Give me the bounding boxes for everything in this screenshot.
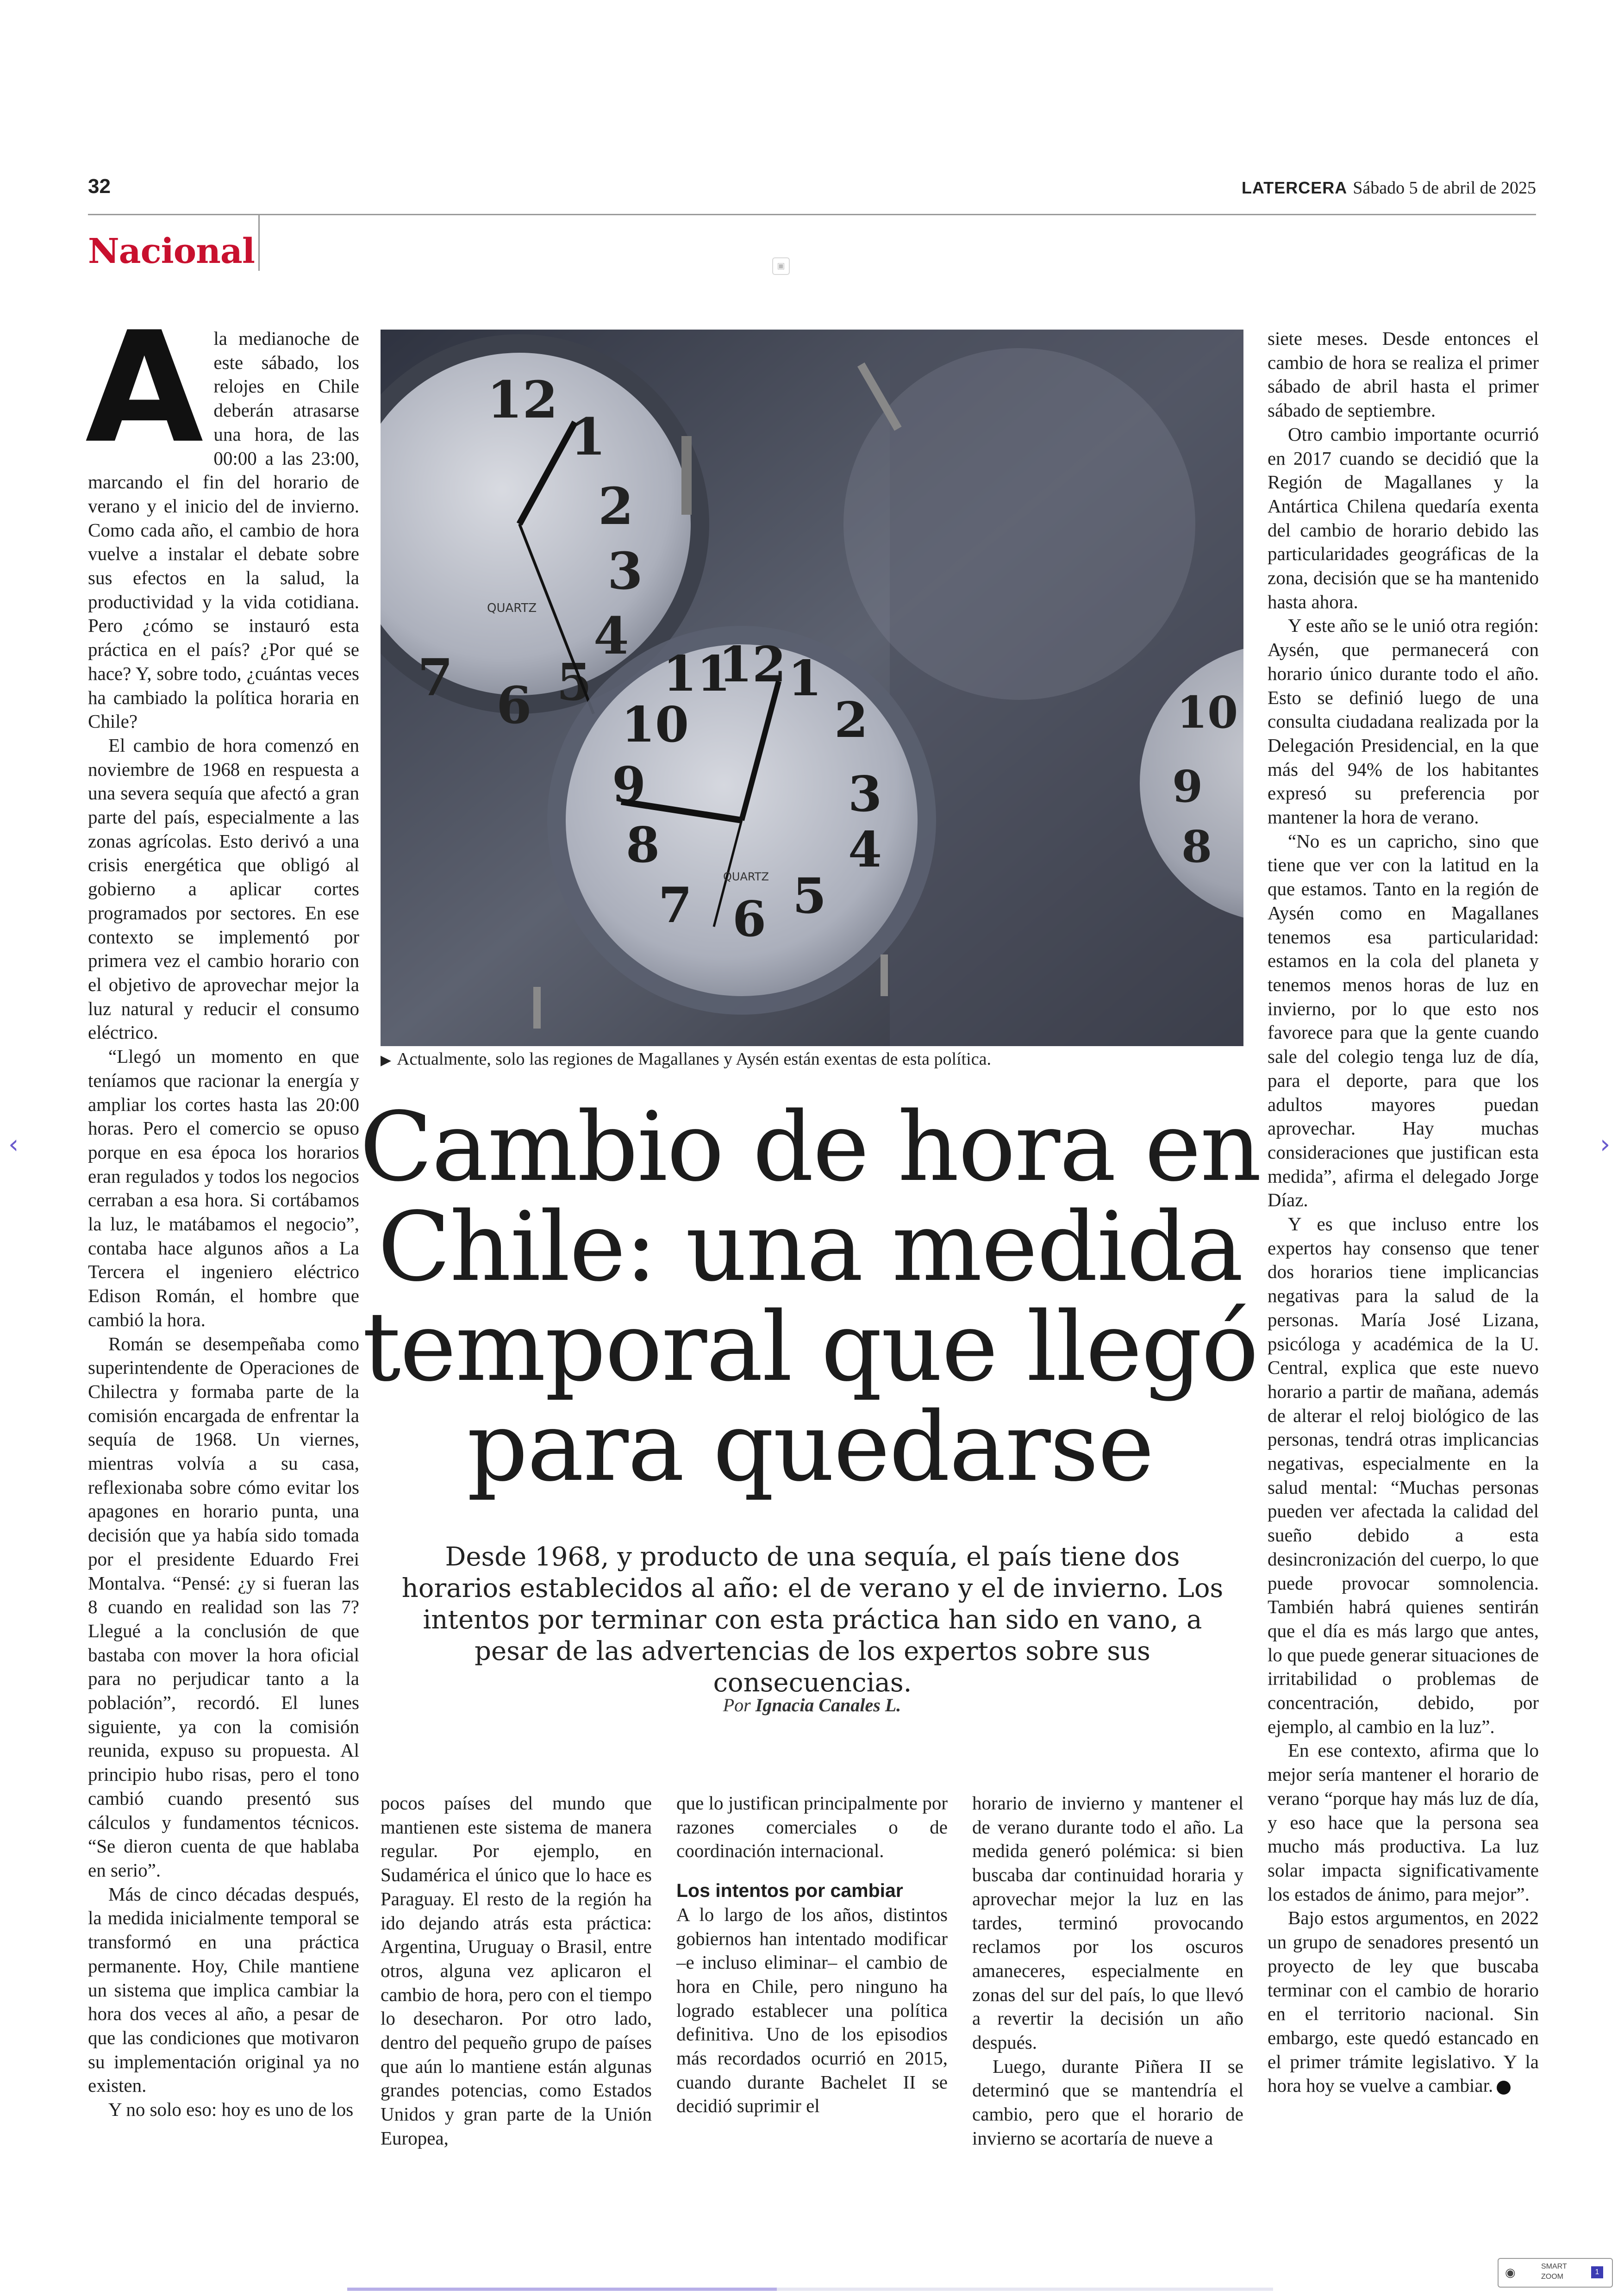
scroll-progress[interactable]	[347, 2288, 777, 2291]
headline-line: Cambio de hora en	[359, 1091, 1261, 1203]
paragraph: “Llegó un momento en que teníamos que racionar la energía y ampliar los cortes hasta las 20:00 horas. Pero el comercio se opuso porque en esa época los horarios eran regulados y todos los negocios cerraban a esa hora. Si cortábamos la luz, le matábamos el negocio”, contaba hace algunos años a La Tercera el ingeniero eléctrico Edison Román, el hombre que cambió la hora.	[88, 1046, 359, 1330]
svg-text:7: 7	[418, 648, 453, 707]
smart-zoom-button[interactable]	[1498, 2258, 1613, 2288]
column-3	[676, 1791, 948, 2118]
brand-name: LATERCERA	[1241, 178, 1348, 197]
clocks-illustration	[381, 330, 1243, 1046]
headline	[352, 1091, 1268, 1503]
smart-zoom-label-top: SMART	[1541, 2263, 1567, 2270]
svg-text:1: 1	[570, 407, 606, 467]
paragraph: En ese contexto, afirma que lo mejor sería mantener el horario de verano “porque hay más luz de día, y eso hace que la persona sea mucho más productiva. La luz solar impacta significativamente los estados de ánimo, para mejor”.	[1268, 1740, 1539, 1905]
svg-text:6: 6	[732, 890, 767, 948]
photo-caption	[381, 1049, 991, 1069]
paragraph: que lo justifican principalmente por razones comerciales o de coordinación internacional.	[676, 1792, 948, 1862]
next-page-button[interactable]: ›	[1600, 1129, 1611, 1160]
headline-line: Chile: una medida	[377, 1191, 1243, 1303]
svg-text:2: 2	[598, 476, 634, 536]
svg-text:8: 8	[1181, 821, 1212, 873]
column-5	[1268, 327, 1539, 2098]
paragraph: la medianoche de este sábado, los relojes en Chile deberán atrasarse una hora, de las 00:00 a las 23:00, marcando el fin del horario de verano y el inicio del de invierno. Como cada año, el cambio de hora vuelve a instalar el debate sobre sus efectos en la salud, la productividad y la vida cotidiana. Pero ¿cómo se instauró esta práctica en el país? ¿Por qué se hace? Y, sobre todo, ¿cuántas veces ha cambiado la política horaria en Chile?	[88, 328, 359, 732]
byline-prefix: Por	[723, 1695, 751, 1715]
svg-text:12: 12	[487, 370, 558, 430]
subheading: Los intentos por cambiar	[676, 1880, 903, 1902]
svg-text:5: 5	[793, 867, 827, 924]
svg-text:2: 2	[834, 691, 868, 748]
paragraph: Román se desempeñaba como superintendente de Operaciones de Chilectra y formaba parte de la comisión encargada de enfrentar la sequía de 1968. Un viernes, mientras volvía a su casa, reflexionaba sobre cómo evitar los apagones en horario punta, una decisión que ya había sido tomada por el presidente Eduardo Frei Montalva. “Pensé: ¿y si fueran las 8 cuando en realidad son las 7? Llegué a la conclusión de que bastaba con mover la hora oficial para no perjudicar tanto a la población”, recordó. El lunes siguiente, ya con la comisión reunida, expuso su propuesta. Al principio hubo risas, pero el tono cambió cuando presentó sus cálculos y fundamentos técnicos. “Se dieron cuenta de que hablaba en serio”.	[88, 1333, 359, 1881]
svg-text:9: 9	[612, 756, 646, 813]
svg-text:10: 10	[621, 696, 689, 753]
svg-text:4: 4	[848, 821, 882, 878]
svg-text:1: 1	[788, 649, 822, 707]
section-title: Nacional	[88, 231, 255, 271]
paragraph: Luego, durante Piñera II se determinó que se mantendría el cambio, pero que el horario de invierno se acortaría de nueve a	[972, 2055, 1243, 2149]
svg-text:12: 12	[718, 636, 787, 693]
caption-arrow-icon: ▶	[381, 1052, 392, 1068]
end-mark-icon	[1497, 2081, 1511, 2095]
paragraph: horario de invierno y mantener el de verano durante todo el año. La medida generó polémica: si bien buscaba dar continuidad horaria y aprovechar mejor la luz en las tardes, terminó provocando reclamos por los oscuros amaneceres, especialmente en zonas del sur del país, lo que llevó a revertir la decisión un año después.	[972, 1792, 1243, 2053]
paragraph: Y no solo eso: hoy es uno de los	[108, 2099, 354, 2120]
paragraph: Más de cinco décadas después, la medida inicialmente temporal se transformó en una práctica permanente. Hoy, Chile mantiene un sistema que implica cambiar la hora dos veces al año, a pesar de que las condiciones que motivaron su implementación original ya no existen.	[88, 1883, 359, 2096]
column-1	[85, 299, 359, 2122]
issue-date: Sábado 5 de abril de 2025	[1353, 178, 1536, 198]
svg-text:QUARTZ: QUARTZ	[723, 870, 769, 883]
paragraph: pocos países del mundo que mantienen este sistema de manera regular. Por ejemplo, en Sudamérica el único que lo hace es Paraguay. El resto de la región ha ido dejando atrás esta práctica: Argentina, Uruguay o Brasil, entre otros, alguna vez aplicaron el cambio de hora, pero con el tiempo lo desecharon. Por otro lado, dentro del pequeño grupo de países que aún lo mantiene están algunas grandes potencias, como Estados Unidos y gran parte de la Unión Europea,	[381, 1792, 652, 2149]
prev-page-button[interactable]: ‹	[8, 1129, 19, 1160]
deck: Desde 1968, y producto de una sequía, el país tiene dos horarios establecidos al año: el de verano y el de invierno. Los intentos por terminar con esta práctica han sido en vano, a pesar de las advertencias de los expertos sobre sus consecuencias.	[401, 1542, 1224, 1698]
smart-zoom-label-bottom: ZOOM	[1541, 2273, 1563, 2281]
header-rule	[88, 214, 1536, 215]
svg-text:10: 10	[1177, 687, 1238, 738]
svg-text:11: 11	[663, 645, 731, 702]
svg-text:6: 6	[496, 675, 532, 735]
paragraph: Otro cambio importante ocurrió en 2017 cuando se decidió que la Región de Magallanes y la Antártica Chilena quedaría exenta del cambio de horario debido las particularidades geográficas de la zona, decisión que se ha mantenido hasta ahora.	[1268, 423, 1539, 612]
eye-icon: ◉	[1505, 2265, 1516, 2279]
svg-text:5: 5	[556, 652, 592, 712]
headline-line: para quedarse	[467, 1391, 1154, 1503]
headline-line: temporal que llegó	[362, 1291, 1258, 1403]
column-2	[381, 1791, 652, 2151]
svg-text:9: 9	[1172, 761, 1203, 812]
paragraph: “No es un capricho, sino que tiene que ver con la latitud en la que estamos. Tanto en la región de Aysén como en Magallanes tenemos esa particularidad: estamos en la cola del planeta y tenemos menos horas de luz en invierno, por lo que esto nos favorece para que la gente cuando sale del colegio tenga luz de día, para el deporte, para que los adultos mayores puedan aprovechar. Hay muchas consideraciones que justifican esta medida”, afirma el delegado Jorge Díaz.	[1268, 830, 1539, 1211]
paragraph: Y es que incluso entre los expertos hay consenso que tener dos horarios tiene implicancias negativas para la salud de la personas. María José Lizana, psicóloga y académica de la U. Central, explica que este nuevo horario a partir de mañana, además de alterar el reloj biológico de las personas, tendrá otras implicancias negativas, especialmente en la salud mental: “Muchas personas pueden ver afectada la calidad del sueño debido a esta desincronización del cuerpo, lo que puede provocar somnolencia. También habrá quienes sentirán que el día es más largo que antes, lo que puede generar situaciones de irritabilidad o problemas de concentración, debido, por ejemplo, al cambio en la luz”.	[1268, 1213, 1539, 1737]
page-badge: 1	[1591, 2266, 1603, 2278]
svg-text:4: 4	[593, 606, 629, 666]
svg-text:3: 3	[607, 541, 643, 601]
svg-text:7: 7	[658, 876, 693, 934]
paragraph: siete meses. Desde entonces el cambio de hora se realiza el primer sábado de abril hasta el primer sábado de septiembre.	[1268, 328, 1539, 421]
clocks-photo	[381, 330, 1243, 1046]
paragraph-text: Bajo estos argumentos, en 2022 un grupo de senadores presentó un proyecto de ley que buscaba terminar con el cambio de horario en el territorio nacional. Sin embargo, este quedó estancado en el primer trámite legislativo. Y la hora hoy se vuelve a cambiar.	[1268, 1907, 1539, 2096]
paragraph: Y este año se le unió otra región: Aysén, que permanecerá con horario único durante todo el año. Esto se definió luego de una consulta ciudadana realizada por la Delegación Presidencial, en la que más del 94% de los habitantes expresó su preferencia por mantener la hora de verano.	[1268, 615, 1539, 828]
byline-author: Ignacia Canales L.	[755, 1695, 901, 1715]
byline	[381, 1694, 1243, 1716]
caption-text: Actualmente, solo las regiones de Magallanes y Aysén están exentas de esta política.	[397, 1049, 991, 1069]
paragraph: A lo largo de los años, distintos gobiernos han intentado modificar –e incluso eliminar– el cambio de hora en Chile, pero ninguno ha logrado establecer una política definitiva. Uno de los episodios más recordados ocurrió en 2015, cuando durante Bachelet II se decidió suprimir el	[676, 1903, 948, 2117]
paragraph: El cambio de hora comenzó en noviembre de 1968 en respuesta a una severa sequía que afectó a gran parte del país, especialmente a las zonas agrícolas. Esto derivó a una crisis energética que obligó al gobierno a aplicar cortes programados por sectores. En ese contexto se implementó por primera vez el cambio horario con el objetivo de aprovechar mejor la luz natural y reducir el consumo eléctrico.	[88, 734, 359, 1043]
column-4	[972, 1791, 1243, 2151]
camera-icon[interactable]: ▣	[772, 257, 790, 275]
drop-cap: A	[85, 299, 204, 477]
svg-text:3: 3	[848, 765, 882, 823]
masthead	[1242, 178, 1536, 198]
svg-text:8: 8	[626, 816, 660, 873]
paragraph-final	[1268, 1906, 1539, 2098]
page-number: 32	[88, 175, 111, 198]
section-divider	[258, 215, 260, 271]
svg-text:QUARTZ: QUARTZ	[487, 601, 537, 615]
